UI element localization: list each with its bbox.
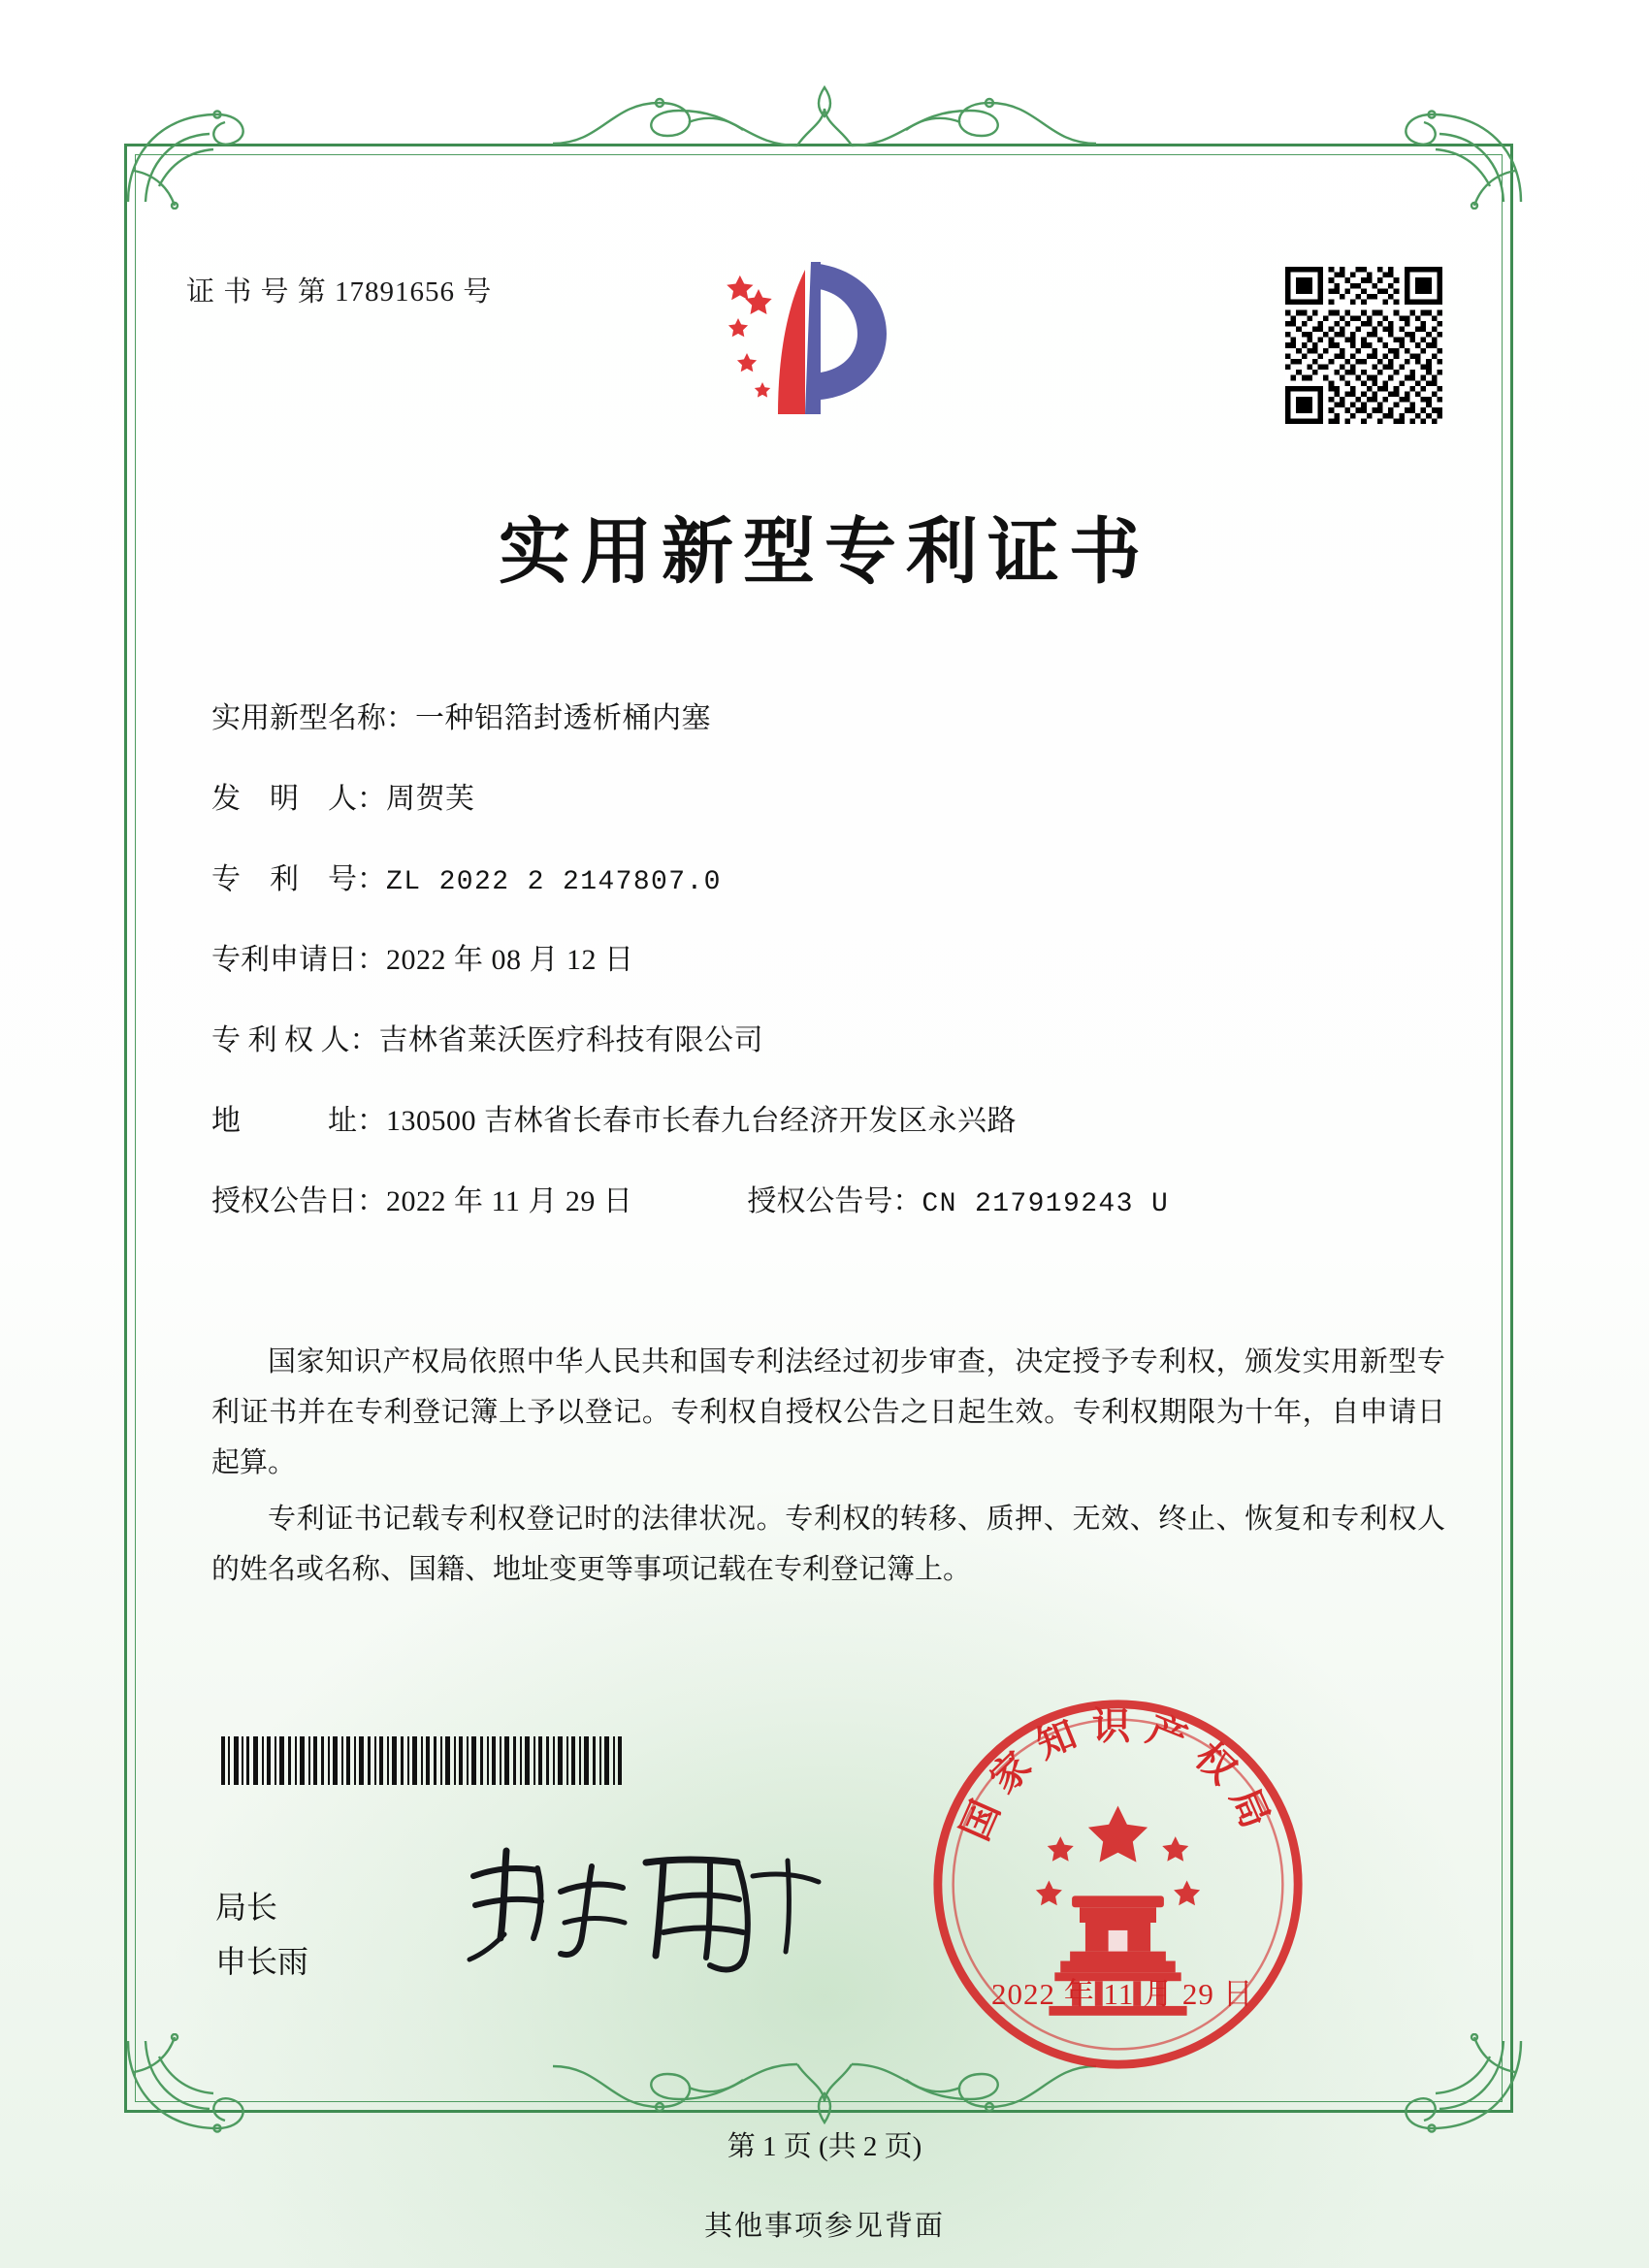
announcement-date-value: 2022 年 11 月 29 日: [386, 1185, 633, 1217]
certificate-fields: [211, 694, 1453, 1257]
field-row-application-date: [211, 935, 1453, 978]
seal-date: 2022 年 11 月 29 日: [991, 1977, 1254, 2011]
corner-ornament-top-right: [1387, 93, 1533, 210]
field-label: 地 址：: [211, 1105, 386, 1137]
director-signature: [456, 1833, 834, 1979]
field-value: ZL 2022 2 2147807.0: [386, 867, 722, 897]
field-value: 一种铝箔封透析桶内塞: [415, 702, 711, 734]
announcement-number-value: CN 217919243 U: [922, 1189, 1170, 1219]
field-label: 发 明 人：: [211, 783, 386, 815]
field-label: 专 利 权 人：: [211, 1024, 379, 1056]
field-label: 专 利 号：: [211, 863, 386, 895]
field-value: 吉林省莱沃医疗科技有限公司: [378, 1024, 763, 1056]
official-seal: [926, 1693, 1310, 2076]
field-value: 2022 年 08 月 12 日: [386, 944, 634, 976]
field-label: 实用新型名称：: [211, 702, 415, 734]
field-value: 130500 吉林省长春市长春九台经济开发区永兴路: [386, 1105, 1017, 1137]
certificate-body-text: [211, 1337, 1445, 1601]
field-row-inventor: [211, 774, 1453, 817]
top-flourish-ornament: [543, 76, 1106, 163]
director-name: 申长雨: [215, 1944, 309, 1979]
field-value: 周贺芙: [386, 783, 475, 815]
qr-code: [1285, 267, 1442, 424]
field-row-address: [211, 1096, 1453, 1139]
barcode: [221, 1736, 624, 1785]
announcement-number-label: 授权公告号：: [747, 1185, 922, 1217]
field-label: 专利申请日：: [211, 944, 386, 976]
body-paragraph-2: 专利证书记载专利权登记时的法律状况。专利权的转移、质押、无效、终止、恢复和专利权人的姓名或名称、国籍、地址变更等事项记载在专利登记簿上。: [211, 1504, 1445, 1585]
cnipa-logo-icon: [696, 244, 922, 429]
seal-text: 国家知识产权局: [953, 1703, 1283, 1848]
page-number: 第 1 页 (共 2 页): [727, 2131, 922, 2162]
director-title: 局长: [215, 1890, 278, 1925]
director-block: [215, 1880, 308, 1989]
field-row-patentee: [211, 1016, 1453, 1058]
body-paragraph-1: 国家知识产权局依照中华人民共和国专利法经过初步审查，决定授予专利权，颁发实用新型专利证书并在专利登记簿上予以登记。专利权自授权公告之日起生效。专利权期限为十年，自申请日起算。: [211, 1346, 1445, 1478]
field-row-patent-number: [211, 855, 1453, 897]
announcement-date-label: 授权公告日：: [211, 1185, 386, 1217]
field-row-utility-model-name: [211, 694, 1453, 736]
page-title: 实用新型专利证书: [499, 510, 1150, 594]
field-row-announcement: [211, 1177, 1453, 1219]
back-side-note: 其他事项参见背面: [703, 2211, 945, 2242]
corner-ornament-top-left: [116, 93, 262, 210]
certificate-number: 证 书 号 第 17891656 号: [186, 276, 493, 308]
